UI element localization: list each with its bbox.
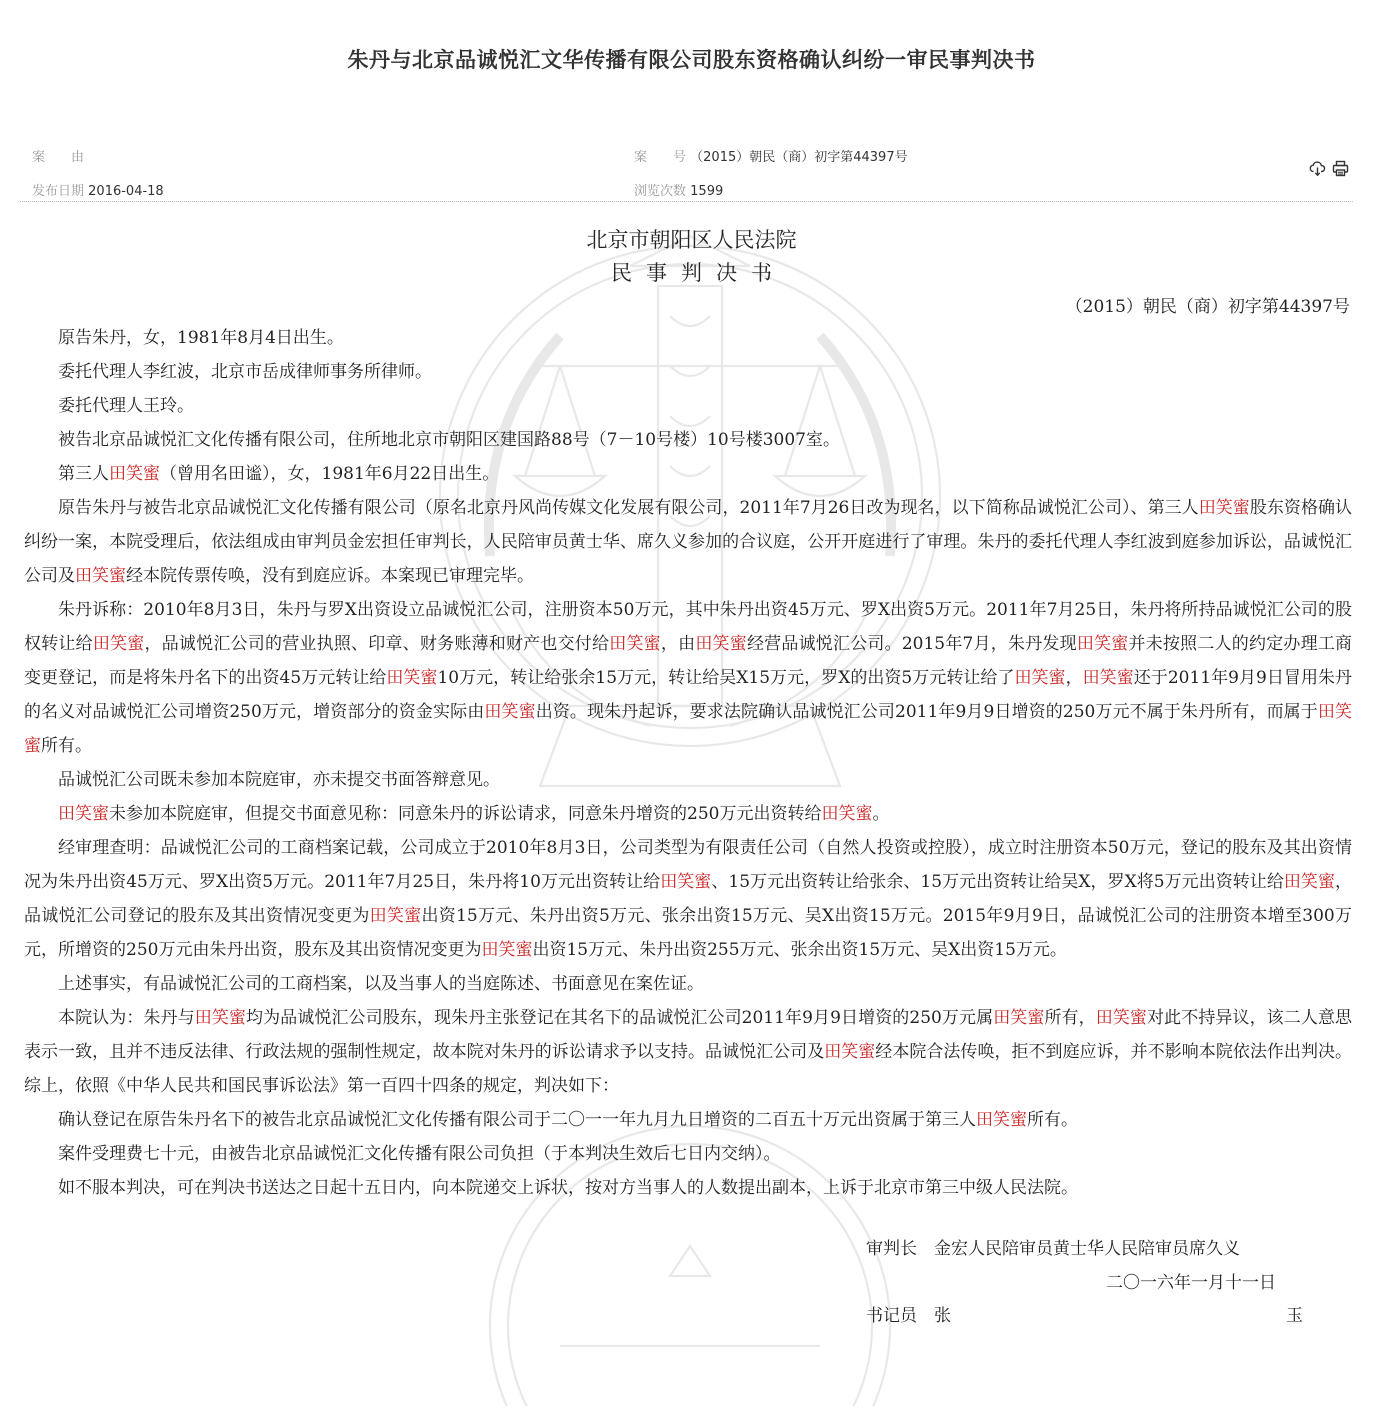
paragraph-text: 第三人 bbox=[58, 464, 109, 484]
judgment-body bbox=[24, 321, 1352, 1205]
highlighted-name: 田笑蜜 bbox=[194, 1008, 247, 1028]
judgment-date: 二〇一六年一月十一日 bbox=[1106, 1273, 1276, 1293]
highlighted-name: 田笑蜜 bbox=[1014, 668, 1066, 688]
highlighted-name: 田笑蜜 bbox=[92, 634, 145, 654]
paragraph-text: 原告朱丹与被告北京品诚悦汇文化传播有限公司（原名北京丹风尚传媒文化发展有限公司，2011年7月26日改为现名，以下简称品诚悦汇公司）、第三人 bbox=[58, 498, 1199, 518]
paragraph-text: 、15万元出资转让给张余、15万元出资转让给吴X，罗X将5万元出资转让给 bbox=[711, 872, 1284, 892]
paragraph-text: （曾用名田谧），女，1981年6月22日出生。 bbox=[160, 464, 500, 484]
cause-field bbox=[32, 146, 84, 165]
toolbar bbox=[1309, 160, 1349, 177]
paragraph-text: 如不服本判决，可在判决书送达之日起十五日内，向本院递交上诉状，按对方当事人的人数提出副本，上诉于北京市第三中级人民法院。 bbox=[58, 1178, 1078, 1198]
paragraph-text: 经本院合法传唤，拒不到庭应诉，并不影响本院依法作出判决。综上，依照《中华人民共和国民事诉讼法》第一百四十四条的规定，判决如下： bbox=[24, 1042, 1352, 1096]
highlighted-name: 田笑蜜 bbox=[1076, 634, 1129, 654]
highlighted-name: 田笑蜜 bbox=[24, 702, 1353, 756]
judgment-paragraph bbox=[24, 457, 1352, 491]
highlighted-name: 田笑蜜 bbox=[993, 1008, 1045, 1028]
judgment-paragraph bbox=[24, 491, 1352, 593]
publish-date-value: 2016-04-18 bbox=[88, 184, 164, 199]
case-no-field bbox=[634, 146, 908, 165]
paragraph-text: 均为品诚悦汇公司股东，现朱丹主张登记在其名下的品诚悦汇公司2011年9月9日增资的250万元属 bbox=[246, 1008, 994, 1028]
paragraph-text: 经本院传票传唤，没有到庭应诉。本案现已审理完毕。 bbox=[126, 566, 534, 586]
judgment-paragraph bbox=[24, 1103, 1352, 1137]
paragraph-text: ， bbox=[1065, 668, 1083, 688]
document-type: 民事判决书 bbox=[611, 261, 786, 285]
page-title: 朱丹与北京品诚悦汇文华传播有限公司股东资格确认纠纷一审民事判决书 bbox=[347, 48, 1036, 72]
highlighted-name: 田笑蜜 bbox=[1283, 872, 1336, 892]
publish-date-field bbox=[32, 180, 164, 199]
paragraph-text: 所有。 bbox=[41, 736, 92, 756]
highlighted-name: 田笑蜜 bbox=[481, 940, 533, 960]
judgment-paragraph bbox=[24, 1001, 1352, 1103]
highlighted-name: 田笑蜜 bbox=[369, 906, 422, 926]
paragraph-text: 经营品诚悦汇公司。2015年7月，朱丹发现 bbox=[746, 634, 1077, 654]
highlighted-name: 田笑蜜 bbox=[976, 1110, 1027, 1130]
paragraph-text: 确认登记在原告朱丹名下的被告北京品诚悦汇文化传播有限公司于二〇一一年九月九日增资的二百五十万元出资属于第三人 bbox=[58, 1110, 976, 1130]
paragraph-text: 。 bbox=[872, 804, 890, 824]
paragraph-text: 并未按照二人的约定办理工商变更登记，而是将朱丹名下的出资45万元转让给 bbox=[24, 634, 1353, 688]
paragraph-text: 本院认为：朱丹与 bbox=[58, 1008, 195, 1028]
highlighted-name: 田笑蜜 bbox=[75, 566, 126, 586]
judgment-paragraph bbox=[24, 1137, 1352, 1171]
paragraph-text: 经审理查明：品诚悦汇公司的工商档案记载，公司成立于2010年8月3日，公司类型为有限责任公司（自然人投资或控股），成立时注册资本50万元，登记的股东及其出资情况为朱丹出资45万元、罗X出资5万元。2011年7月25日，朱丹将10万元出资转让给 bbox=[24, 838, 1352, 892]
paragraph-text: ，品诚悦汇公司的营业执照、印章、财务账薄和财产也交付给 bbox=[144, 634, 610, 654]
paragraph-text: 案件受理费七十元，由被告北京品诚悦汇文化传播有限公司负担（于本判决生效后七日内交纳）。 bbox=[58, 1144, 781, 1164]
paragraph-text: 上述事实，有品诚悦汇公司的工商档案，以及当事人的当庭陈述、书面意见在案佐证。 bbox=[58, 974, 704, 994]
paragraph-text: 品诚悦汇公司既未参加本院庭审，亦未提交书面答辩意见。 bbox=[58, 770, 500, 790]
paragraph-text: ，品诚悦汇公司登记的股东及其出资情况变更为 bbox=[24, 872, 1353, 926]
case-no-label: 案 号 bbox=[634, 150, 687, 165]
highlighted-name: 田笑蜜 bbox=[824, 1042, 876, 1062]
paragraph-text: 被告北京品诚悦汇文化传播有限公司，住所地北京市朝阳区建国路88号（7－10号楼）10号楼3007室。 bbox=[58, 430, 840, 450]
highlighted-name: 田笑蜜 bbox=[58, 804, 109, 824]
clerk-name: 书记员 张 bbox=[866, 1306, 951, 1326]
highlighted-name: 田笑蜜 bbox=[660, 872, 712, 892]
case-number: （2015）朝民（商）初字第44397号 bbox=[1065, 297, 1350, 317]
judgment-paragraph bbox=[24, 593, 1352, 763]
paragraph-text: 股东资格确认纠纷一案，本院受理后，依法组成由审判员金宏担任审判长，人民陪审员黄士华、席久义参加的合议庭，公开开庭进行了审理。朱丹的委托代理人李红波到庭参加诉讼，品诚悦汇公司及 bbox=[24, 498, 1353, 586]
judgment-paragraph bbox=[24, 763, 1352, 797]
paragraph-text: 所有， bbox=[1044, 1008, 1096, 1028]
paragraph-text: 对此不持异议，该二人意思表示一致，且并不违反法律、行政法规的强制性规定，故本院对朱丹的诉讼请求予以支持。品诚悦汇公司及 bbox=[24, 1008, 1353, 1062]
judgment-paragraph bbox=[24, 355, 1352, 389]
highlighted-name: 田笑蜜 bbox=[1082, 668, 1134, 688]
paragraph-text: 委托代理人王玲。 bbox=[58, 396, 194, 416]
download-icon[interactable] bbox=[1309, 160, 1326, 177]
judgment-paragraph bbox=[24, 831, 1352, 967]
paragraph-text: 出资15万元、朱丹出资5万元、张余出资15万元、吴X出资15万元。2015年9月9日，品诚悦汇公司的注册资本增至300万元，所增资的250万元由朱丹出资，股东及其出资情况变更为 bbox=[24, 906, 1353, 960]
paragraph-text: ，由 bbox=[660, 634, 696, 654]
view-count-label: 浏览次数 bbox=[634, 184, 687, 199]
highlighted-name: 田笑蜜 bbox=[821, 804, 873, 824]
highlighted-name: 田笑蜜 bbox=[609, 634, 661, 654]
highlighted-name: 田笑蜜 bbox=[109, 464, 160, 484]
judgment-paragraph bbox=[24, 967, 1352, 1001]
case-no-value: （2015）朝民（商）初字第44397号 bbox=[690, 150, 908, 165]
publish-date-label: 发布日期 bbox=[32, 184, 85, 199]
paragraph-text: 出资15万元、朱丹出资255万元、张余出资15万元、吴X出资15万元。 bbox=[532, 940, 1067, 960]
court-name: 北京市朝阳区人民法院 bbox=[586, 228, 797, 252]
paragraph-text: 10万元，转让给张余15万元，转让给吴X15万元，罗X的出资5万元转让给了 bbox=[437, 668, 1015, 688]
view-count-value: 1599 bbox=[690, 184, 724, 199]
highlighted-name: 田笑蜜 bbox=[386, 668, 438, 688]
print-icon[interactable] bbox=[1332, 160, 1349, 177]
highlighted-name: 田笑蜜 bbox=[1095, 1008, 1148, 1028]
paragraph-text: 出资。现朱丹起诉，要求法院确认品诚悦汇公司2011年9月9日增资的250万元不属于朱丹所有，而属于 bbox=[535, 702, 1318, 722]
paragraph-text: 未参加本院庭审，但提交书面意见称：同意朱丹的诉讼请求，同意朱丹增资的250万元出资转给 bbox=[109, 804, 822, 824]
judgment-paragraph bbox=[24, 423, 1352, 457]
paragraph-text: 原告朱丹，女，1981年8月4日出生。 bbox=[58, 328, 344, 348]
cause-label: 案 由 bbox=[32, 150, 85, 165]
judges-line: 审判长 金宏人民陪审员黄士华人民陪审员席久义 bbox=[866, 1239, 1240, 1259]
judgment-paragraph bbox=[24, 321, 1352, 355]
paragraph-text: 朱丹诉称：2010年8月3日，朱丹与罗X出资设立品诚悦汇公司，注册资本50万元，其中朱丹出资45万元、罗X出资5万元。2011年7月25日，朱丹将所持品诚悦汇公司的股权转让给 bbox=[24, 600, 1352, 654]
judgment-paragraph bbox=[24, 389, 1352, 423]
highlighted-name: 田笑蜜 bbox=[484, 702, 536, 722]
judgment-paragraph bbox=[24, 797, 1352, 831]
paragraph-text: 还于2011年9月9日冒用朱丹的名义对品诚悦汇公司增资250万元，增资部分的资金实际由 bbox=[24, 668, 1353, 722]
highlighted-name: 田笑蜜 bbox=[695, 634, 747, 654]
header-divider bbox=[20, 201, 1353, 202]
judgment-paragraph bbox=[24, 1171, 1352, 1205]
paragraph-text: 委托代理人李红波，北京市岳成律师事务所律师。 bbox=[58, 362, 432, 382]
clerk-name-end: 玉 bbox=[1286, 1306, 1303, 1326]
highlighted-name: 田笑蜜 bbox=[1198, 498, 1250, 518]
paragraph-text: 所有。 bbox=[1027, 1110, 1078, 1130]
view-count-field bbox=[634, 180, 723, 199]
